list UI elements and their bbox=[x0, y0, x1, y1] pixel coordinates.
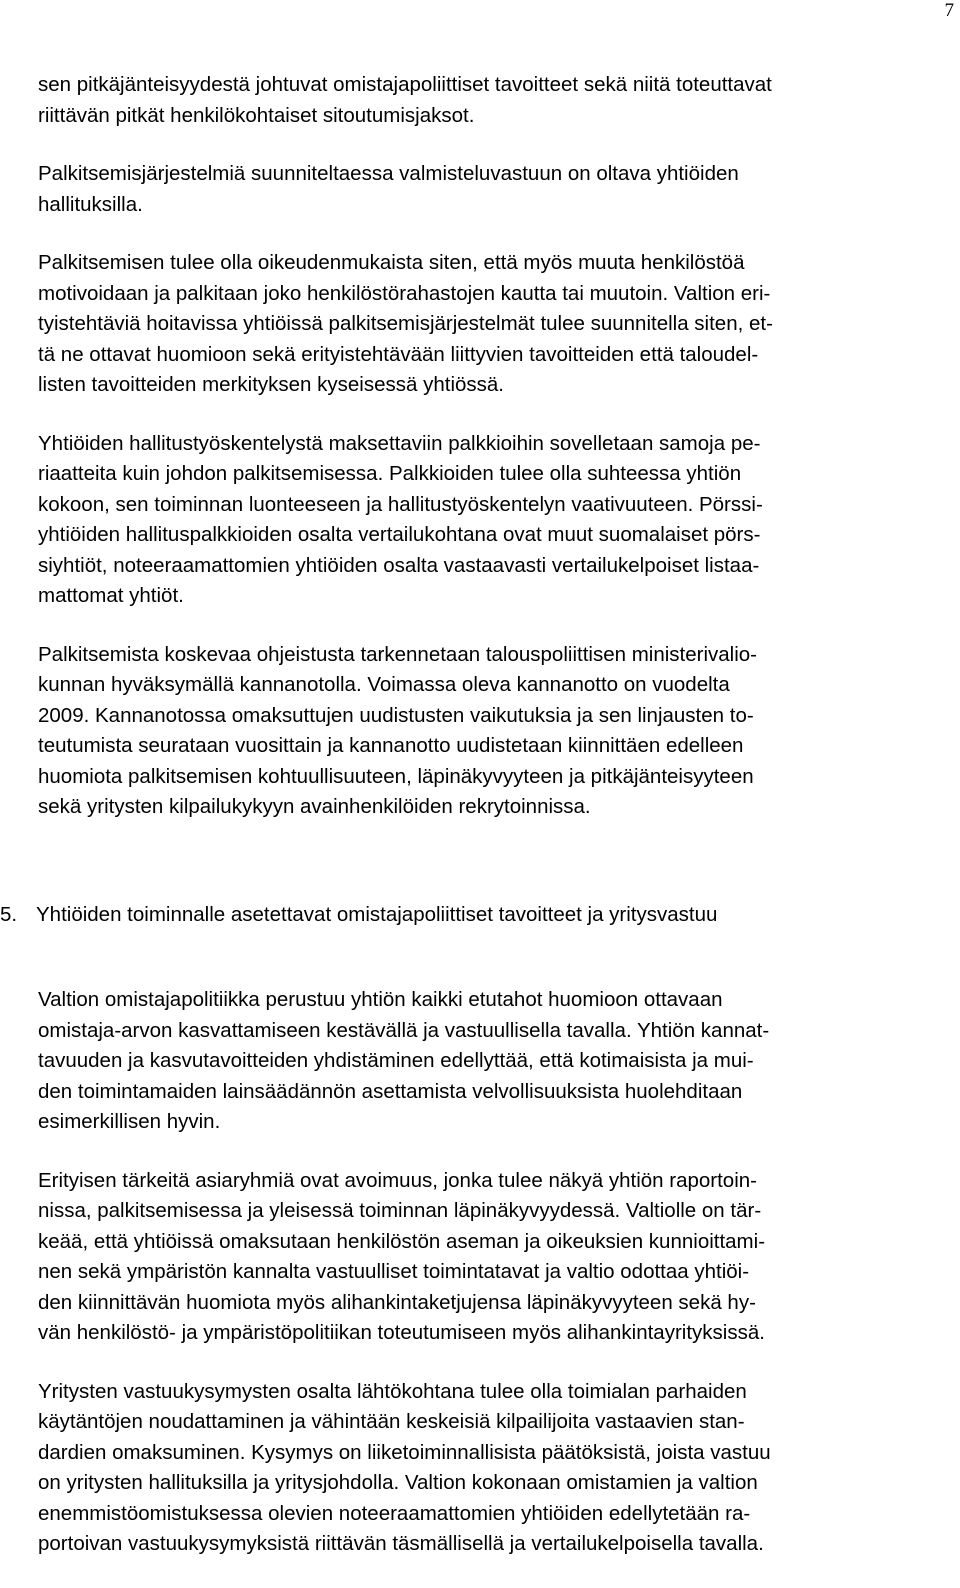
text-line: hallituksilla. bbox=[38, 192, 143, 216]
text-line: den kiinnittävän huomiota myös alihankintaketjujensa läpinäkyvyyteen sekä hy- bbox=[38, 1290, 756, 1314]
text-line: portoivan vastuukysymyksistä riittävän täsmällisellä ja vertailukelpoisella tavalla. bbox=[38, 1532, 764, 1555]
paragraph bbox=[38, 248, 950, 401]
text-line: mattomat yhtiöt. bbox=[38, 584, 184, 607]
text-line: kokoon, sen toiminnan luonteeseen ja hallitustyöskentelyn vaativuuteen. Pörssi- bbox=[38, 492, 763, 516]
text-line: riittävän pitkät henkilökohtaiset sitoutumisjaksot. bbox=[38, 103, 475, 127]
text-line: 2009. Kannanotossa omaksuttujen uudistusten vaikutuksia ja sen linjausten to- bbox=[38, 703, 754, 727]
text-line: sekä yritysten kilpailukykyyn avainhenkilöiden rekrytoinnissa. bbox=[38, 795, 591, 818]
text-line: käytäntöjen noudattaminen ja vähintään keskeisiä kilpailijoita vastaavien stan- bbox=[38, 1410, 745, 1433]
text-line: vän henkilöstö- ja ympäristöpolitiikan toteutumiseen myös alihankintayrityksissä. bbox=[38, 1321, 765, 1344]
section-number: 5. bbox=[0, 903, 18, 926]
text-line: nen sekä ympäristön kannalta vastuulliset toimintatavat ja valtio odottaa yhtiöi- bbox=[38, 1260, 750, 1283]
paragraph bbox=[38, 1377, 950, 1560]
section-body bbox=[38, 985, 950, 1588]
document-body bbox=[0, 70, 950, 926]
text-line: yhtiöiden hallituspalkkioiden osalta vertailukohtana ovat muut suomalaiset pörs- bbox=[38, 523, 761, 546]
text-line: enemmistöomistuksessa olevien noteeraamattomien yhtiöiden edellytetään ra- bbox=[38, 1501, 751, 1525]
text-line: Yritysten vastuukysymysten osalta lähtökohtana tulee olla toimialan parhaiden bbox=[38, 1379, 747, 1403]
paragraph bbox=[38, 70, 950, 131]
text-line: dardien omaksuminen. Kysymys on liiketoiminnallisista päätöksistä, joista vastuu bbox=[38, 1440, 771, 1464]
text-line: tyistehtäviä hoitavissa yhtiöissä palkitsemisjärjestelmät tulee suunnitella siten, et- bbox=[38, 312, 773, 335]
text-line: Palkitsemisen tulee olla oikeudenmukaista siten, että myös muuta henkilöstöä bbox=[38, 251, 745, 274]
text-line: omistaja-arvon kasvattamiseen kestävällä ja vastuullisella tavalla. Yhtiön kannat- bbox=[38, 1018, 770, 1042]
text-line: Valtion omistajapolitiikka perustuu yhtiön kaikki etutahot huomioon ottavaan bbox=[38, 988, 723, 1011]
text-line: esimerkillisen hyvin. bbox=[38, 1110, 221, 1133]
text-line: teutumista seurataan vuosittain ja kannanotto uudistetaan kiinnittäen edelleen bbox=[38, 734, 744, 757]
text-line: tä ne ottavat huomioon sekä erityistehtävään liittyvien tavoitteiden että taloudel- bbox=[38, 342, 759, 366]
text-line: Palkitsemista koskevaa ohjeistusta tarkennetaan talouspoliittisen ministerivalio- bbox=[38, 642, 757, 666]
paragraph bbox=[38, 159, 950, 220]
paragraph bbox=[38, 429, 950, 612]
text-line: Yhtiöiden hallitustyöskentelystä maksettaviin palkkioihin sovelletaan samoja pe- bbox=[38, 431, 761, 455]
text-line: on yritysten hallituksilla ja yritysjohdolla. Valtion kokonaan omistamien ja valtion bbox=[38, 1471, 758, 1494]
text-line: keää, että yhtiöissä omaksutaan henkilöstön aseman ja oikeuksien kunnioittami- bbox=[38, 1229, 766, 1253]
text-line: motivoidaan ja palkitaan joko henkilöstörahastojen kautta tai muutoin. Valtion eri- bbox=[38, 281, 771, 305]
text-line: den toimintamaiden lainsäädännön asettamista velvollisuuksista huolehditaan bbox=[38, 1079, 743, 1103]
text-line: kunnan hyväksymällä kannanotolla. Voimassa oleva kannanotto on vuodelta bbox=[38, 673, 730, 696]
text-line: riaatteita kuin johdon palkitsemisessa. Palkkioiden tulee olla suhteessa yhtiön bbox=[38, 462, 742, 485]
section-title: Yhtiöiden toiminnalle asetettavat omistajapoliittiset tavoitteet ja yritysvastuu bbox=[36, 903, 718, 926]
text-line: Erityisen tärkeitä asiaryhmiä ovat avoimuus, jonka tulee näkyä yhtiön raportoin- bbox=[38, 1168, 757, 1192]
text-line: nissa, palkitsemisessa ja yleisessä toiminnan läpinäkyvyydessä. Valtiolle on tär- bbox=[38, 1199, 762, 1222]
section-heading bbox=[0, 900, 950, 931]
paragraph bbox=[38, 640, 950, 823]
text-line: Palkitsemisjärjestelmiä suunniteltaessa valmisteluvastuun on oltava yhtiöiden bbox=[38, 162, 739, 185]
text-line: tavuuden ja kasvutavoitteiden yhdistäminen edellyttää, että kotimaisista ja mui- bbox=[38, 1049, 754, 1072]
text-line: listen tavoitteiden merkityksen kyseisessä yhtiössä. bbox=[38, 373, 505, 396]
text-line: huomiota palkitsemisen kohtuullisuuteen, läpinäkyvyyteen ja pitkäjänteisyyteen bbox=[38, 764, 754, 788]
text-line: sen pitkäjänteisyydestä johtuvat omistajapoliittiset tavoitteet sekä niitä toteuttavat bbox=[38, 73, 772, 96]
paragraph bbox=[38, 985, 950, 1138]
page-number: 7 bbox=[944, 0, 954, 21]
text-line: siyhtiöt, noteeraamattomien yhtiöiden osalta vastaavasti vertailukelpoiset listaa- bbox=[38, 553, 760, 577]
paragraph bbox=[38, 1166, 950, 1349]
